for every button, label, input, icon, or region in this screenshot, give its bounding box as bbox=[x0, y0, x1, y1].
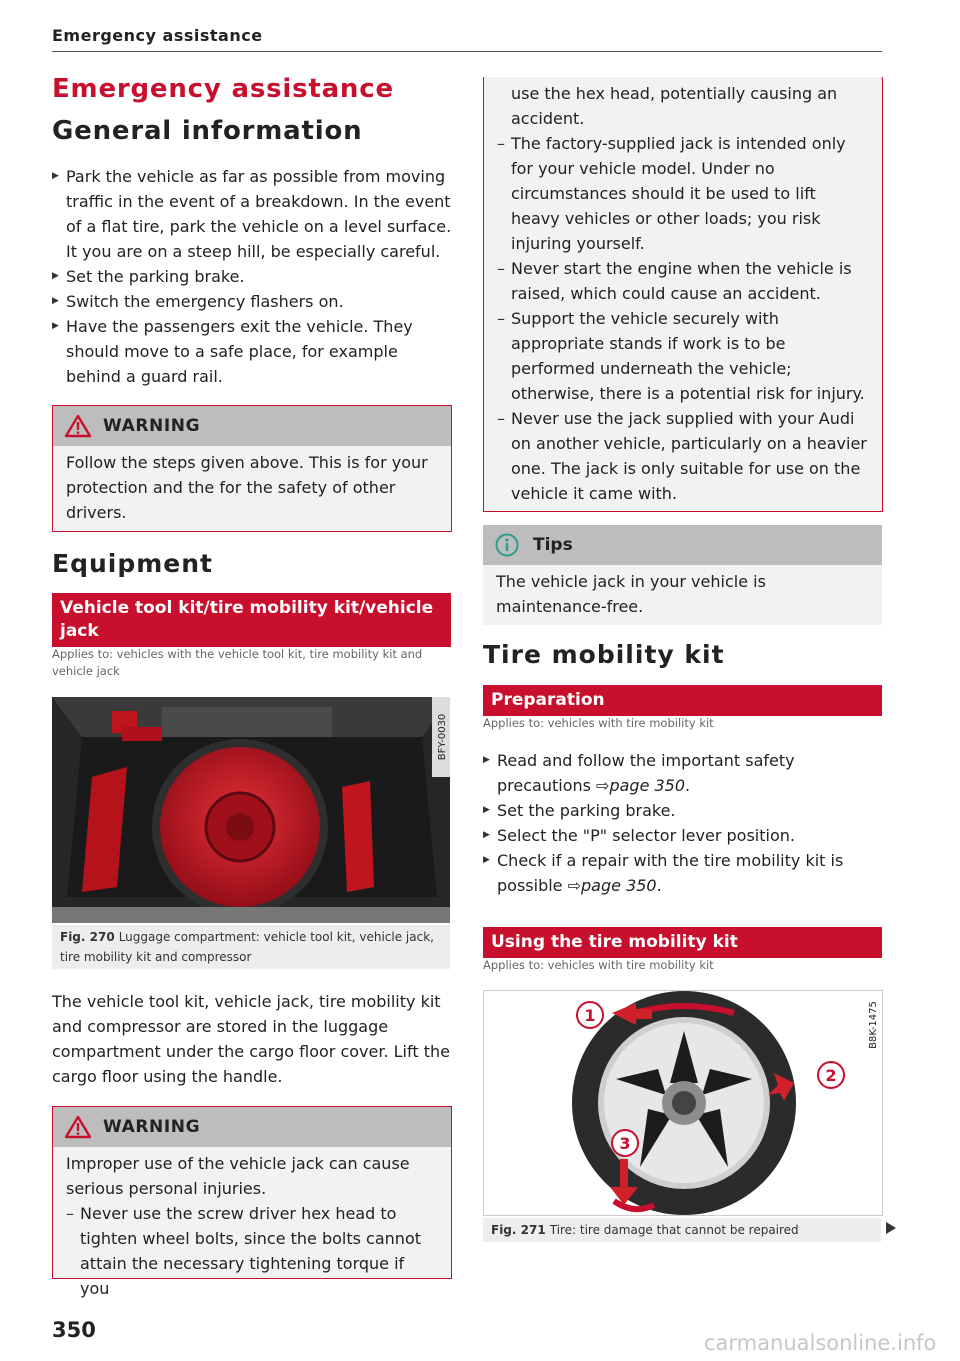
page-reference-link[interactable]: page 350 bbox=[609, 776, 686, 795]
page-arrow-icon: ⇨ bbox=[567, 876, 582, 895]
tips-box bbox=[483, 525, 882, 625]
figure-number: Fig. 270 bbox=[60, 930, 115, 944]
warning-text bbox=[53, 1147, 451, 1307]
tool-kit-paragraph: The vehicle tool kit, vehicle jack, tire mobility kit and compressor are stored in the luggage compartment under the cargo floor cover. Lift the cargo floor using the handle. bbox=[52, 992, 450, 1086]
luggage-compartment-illustration bbox=[52, 697, 450, 923]
list-item: – Never use the jack supplied with your Audi on another vehicle, particularly on a heavier one. The jack is only suitable for use on the vehicle it came with. bbox=[497, 406, 869, 506]
subsection-bar-using-kit: Using the tire mobility kit bbox=[483, 927, 882, 958]
callout-1 bbox=[577, 1002, 603, 1028]
section-title-general: General information bbox=[52, 116, 363, 146]
warning-title: WARNING bbox=[103, 416, 201, 436]
warning-list bbox=[497, 131, 869, 506]
figure-number: Fig. 271 bbox=[491, 1223, 546, 1237]
warning-triangle-icon bbox=[65, 415, 91, 437]
warning-box-2 bbox=[52, 1106, 452, 1298]
general-bullets bbox=[52, 164, 452, 389]
list-item: ▶ Select the "P" selector lever position. bbox=[483, 823, 883, 848]
running-header: Emergency assistance bbox=[52, 26, 263, 45]
warning-text: Follow the steps given above. This is for your protection and the for the safety of other drivers. bbox=[66, 453, 428, 522]
callout-2 bbox=[818, 1062, 844, 1088]
list-item: ▶ Have the passengers exit the vehicle. They should move to a safe place, for example behind a guard rail. bbox=[52, 314, 452, 389]
subsection-bar-tool-kit: Vehicle tool kit/tire mobility kit/vehicle jack bbox=[52, 593, 451, 647]
page-number: 350 bbox=[52, 1318, 96, 1342]
list-item: ▶ Switch the emergency flashers on. bbox=[52, 289, 452, 314]
warning-header bbox=[53, 1107, 451, 1147]
callout-3 bbox=[612, 1130, 638, 1156]
warning-triangle-icon bbox=[65, 1116, 91, 1138]
figure-caption-text: Tire: tire damage that cannot be repaired bbox=[549, 1223, 799, 1237]
warning-intro: Improper use of the vehicle jack can cause serious personal injuries. bbox=[66, 1154, 410, 1198]
list-item: – Support the vehicle securely with appropriate stands if work is to be performed underneath the vehicle; otherwise, there is a potential risk for injury. bbox=[497, 306, 869, 406]
list-item: ▶ Set the parking brake. bbox=[483, 798, 883, 823]
applies-to-preparation: Applies to: vehicles with tire mobility kit bbox=[483, 716, 714, 730]
page-arrow-icon: ⇨ bbox=[596, 776, 610, 795]
main-title: Emergency assistance bbox=[52, 74, 394, 104]
warning-list bbox=[66, 1201, 438, 1301]
figure-271-caption bbox=[483, 1218, 881, 1242]
applies-to-using-kit: Applies to: vehicles with tire mobility kit bbox=[483, 958, 714, 972]
list-item: ▶ Set the parking brake. bbox=[52, 264, 452, 289]
warning-header bbox=[53, 406, 451, 446]
list-item: – Never use the screw driver hex head to tighten wheel bolts, since the bolts cannot attain the necessary tightening torque if you bbox=[66, 1201, 438, 1301]
list-item: ▶ Check if a repair with the tire mobility kit is possible ⇨page 350. bbox=[483, 848, 883, 898]
warning-title: WARNING bbox=[103, 1117, 201, 1137]
list-item: – Never start the engine when the vehicle is raised, which could cause an accident. bbox=[497, 256, 869, 306]
warning-text bbox=[484, 77, 882, 512]
section-title-equipment: Equipment bbox=[52, 549, 213, 578]
callout-number: 1 bbox=[584, 1006, 596, 1025]
header-divider bbox=[52, 51, 882, 52]
figure-271-image bbox=[483, 990, 883, 1216]
applies-to-tool-kit: Applies to: vehicles with the vehicle tool kit, tire mobility kit and vehicle jack bbox=[52, 647, 423, 678]
page-reference-link[interactable]: page 350 bbox=[581, 876, 657, 895]
tire-damage-illustration bbox=[484, 991, 882, 1215]
warning-box-1 bbox=[52, 405, 452, 532]
warning-box-2-continued bbox=[483, 77, 883, 512]
preparation-bullets bbox=[483, 748, 883, 898]
tips-text: The vehicle jack in your vehicle is maintenance-free. bbox=[496, 572, 766, 616]
warning-continued-text: use the hex head, potentially causing an accident. bbox=[511, 84, 838, 128]
figure-code: BFY-0030 bbox=[437, 713, 448, 761]
bullet-text: Read and follow the important safety precautions bbox=[497, 751, 795, 795]
list-item: ▶ Park the vehicle as far as possible from moving traffic in the event of a breakdown. In the event of a flat tire, park the vehicle on a level surface. It you are on a steep hill, be especially careful. bbox=[52, 164, 452, 264]
list-item: ▶ Read and follow the important safety precautions ⇨page 350. bbox=[483, 748, 883, 798]
watermark-text: carmanualsonline.info bbox=[704, 1331, 937, 1355]
subsection-bar-preparation: Preparation bbox=[483, 685, 882, 716]
tips-title: Tips bbox=[533, 535, 573, 555]
figure-code: B8K-1475 bbox=[868, 1001, 879, 1049]
callout-number: 2 bbox=[825, 1066, 837, 1085]
continue-arrow-icon bbox=[886, 1222, 896, 1234]
figure-caption-text: Luggage compartment: vehicle tool kit, vehicle jack, tire mobility kit and compressor bbox=[60, 930, 434, 964]
figure-270-caption bbox=[52, 925, 450, 969]
info-icon bbox=[495, 533, 519, 557]
figure-270-image bbox=[52, 697, 450, 923]
list-item: – The factory-supplied jack is intended only for your vehicle model. Under no circumstances should it be used to lift heavy vehicles or other loads; you risk injuring yourself. bbox=[497, 131, 869, 256]
bullet-text: Check if a repair with the tire mobility kit is possible bbox=[497, 851, 844, 895]
tips-header bbox=[483, 525, 882, 565]
section-title-tire-kit: Tire mobility kit bbox=[483, 640, 725, 669]
callout-number: 3 bbox=[619, 1134, 631, 1153]
